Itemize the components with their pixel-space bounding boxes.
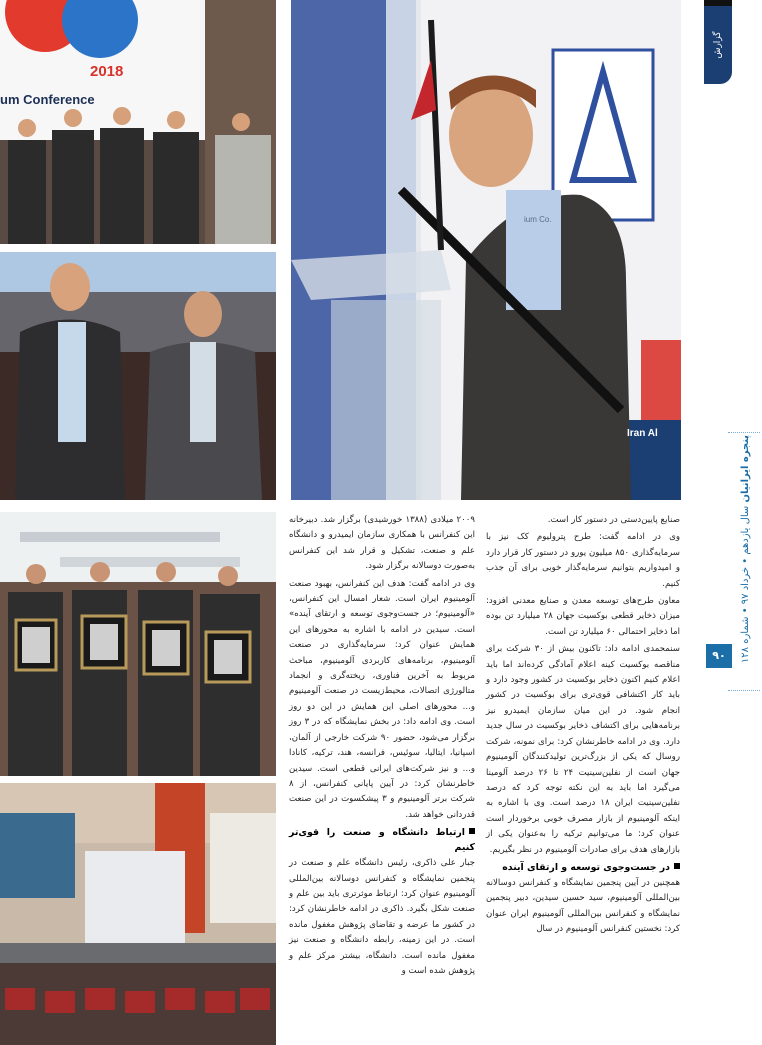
podium-sign-text: Iran Al (627, 428, 658, 439)
article-paragraph: ۲۰۰۹ میلادی (۱۳۸۸ خورشیدی) برگزار شد. دبیرخانه این کنفرانس با همکاری سازمان ایمیدرو و دانشگاه علم و صنعت، تشکیل و قرار شد این کنفرانس به‌صورت دوسالانه برگزار شود. (289, 515, 475, 572)
section-tab (704, 6, 732, 84)
article-paragraph: وی در ادامه گفت: هدف این کنفرانس، بهبود صنعت آلومینیوم ایران است. شعار امسال این کنفرانس، «آلومینیوم؛ در جست‌وجوی توسعه و ارتقای آینده» است. سیدین در ادامه با اشاره به محورهای این همایش عنوان کرد: سرمایه‌گذاری در صنعت آلومینیوم، برنامه‌های کاربردی آلومینیوم، مباحث مربوط به آخرین فناوری، ریخته‌گری و انجماد متالورژی اتصالات، محیط‌زیست در صنعت آلومینیوم و... محورهای اصلی این همایش در این دو روز است. وی ادامه داد: در بخش نمایشگاه که در ۳ روز برگزار می‌شود، حضور ۹۰ شرکت خارجی از آلمان، اسپانیا، ایتالیا، سوئیس، فرانسه، هند، ترکیه، کانادا و... و نیز شرکت‌های ایرانی قطعی است. سیدین خاطرنشان کرد: در آیین پایانی کنفرانس، از ۸ شرکت برتر آلومینیوم و ۳ پیشکسوت در این صنعت قدردانی خواهد شد. (289, 578, 476, 820)
award-group-photo-top (0, 0, 276, 244)
section-heading-text: ارتباط دانشگاه و صنعت را قوی‌تر کنیم (289, 827, 475, 854)
banner-year-text: 2018 (90, 63, 124, 80)
article-paragraph: صنایع پایین‌دستی در دستور کار است. (547, 515, 680, 525)
article-column-right (486, 513, 680, 940)
bullet-square-icon (674, 863, 680, 869)
section-tab-label: گزارش (713, 31, 723, 59)
article-paragraph: جبار علی ذاکری، رئیس دانشگاه علم و صنعت در پنجمین نمایشگاه و کنفرانس دوسالانه بین‌المللی آلومینیوم عنوان کرد: ارتباط موثرتری باید بین علم و صنعت شکل بگیرد. ذاکری در ادامه خاطرنشان کرد: در کشور ما عرضه و تقاضای پژوهش مغفول مانده است. در این زمینه، رابطه دانشگاه و صنعت نیز مغفول مانده است. دانشگاه، بیشتر مرکز علم و پژوهش شده است و (289, 858, 475, 976)
podium-co-text: ium Co. (524, 215, 552, 224)
magazine-name: پنجره ایرانیان (740, 434, 751, 503)
margin-dotted-rule-bottom (728, 690, 760, 691)
bullet-square-icon (469, 828, 475, 834)
running-header (736, 414, 756, 684)
banner-conference-text: um Conference (0, 92, 95, 107)
issue-details: سال یازدهم • خرداد ۹۷ • شماره ۱۲۸ (740, 505, 751, 664)
section-heading (289, 825, 475, 855)
article-paragraph: وی در ادامه گفت: طرح پترولیوم کک نیز با سرمایه‌گذاری ۸۵۰ میلیون یورو در دستور کار قرار دارد و امیدواریم بتوانیم سرمایه‌گذار خوبی برای آن جذب کنیم. (486, 532, 681, 589)
section-heading-text: در جست‌وجوی توسعه و ارتقای آینده (502, 861, 670, 873)
award-plaques-photo (0, 512, 276, 776)
conference-hall-photo (0, 783, 276, 1045)
article-paragraph: سنمحمدی ادامه داد: تاکنون بیش از ۳۰ شرکت برای مناقصه بوکسیت کینه اعلام آمادگی کرده‌اند اما باید اعلام کنیم اکنون ذخایر بوکسیت در کشور وجود دارد و باید کار اکتشافی قوی‌تری برای بوکسیت در کشور انجام شود. در این میان سازمان ایمیدرو نیز برنامه‌هایی برای اکتشاف ذخایر بوکسیت در سال جدید دارد. وی در ادامه خاطرنشان کرد: برای نمونه، شرکت روسال که یکی از بزرگ‌ترین تولیدکنندگان آلومینیوم جهان است از نفلین‌سینیت ۲۴ تا ۲۶ درصد آلومینا می‌گیرد اما باید به این نکته توجه کرد که درصد نفلین‌سینیت ایران ۱۸ درصد است. وی با اشاره به اینکه آلومینیوم از بازار مصرف خوبی برخوردار است عنوان کرد: ما می‌توانیم ترکیه را به‌عنوان یکی از بازارهای هدف برای صادرات آلومینیوم در نظر بگیریم. (486, 644, 680, 855)
article-paragraph: معاون طرح‌های توسعه معدن و صنایع معدنی افزود: میزان ذخایر قطعی بوکسیت جهان ۲۸ میلیارد تن بوده اما ذخایر احتمالی ۶۰ میلیارد تن است. (486, 596, 680, 637)
speaker-photo (291, 0, 681, 500)
section-heading (486, 860, 680, 875)
article-paragraph: همچنین در آیین پنجمین نمایشگاه و کنفرانس دوسالانه بین‌المللی آلومینیوم، سید حسین سیدین، دبیر پنجمین نمایشگاه و کنفرانس بین‌المللی آلومینیوم ایران عنوان کرد: نخستین کنفرانس آلومینیوم در سال (486, 877, 680, 935)
page-number: ۹۰ (706, 644, 732, 668)
two-men-photo (0, 252, 276, 500)
article-column-left (289, 513, 475, 981)
